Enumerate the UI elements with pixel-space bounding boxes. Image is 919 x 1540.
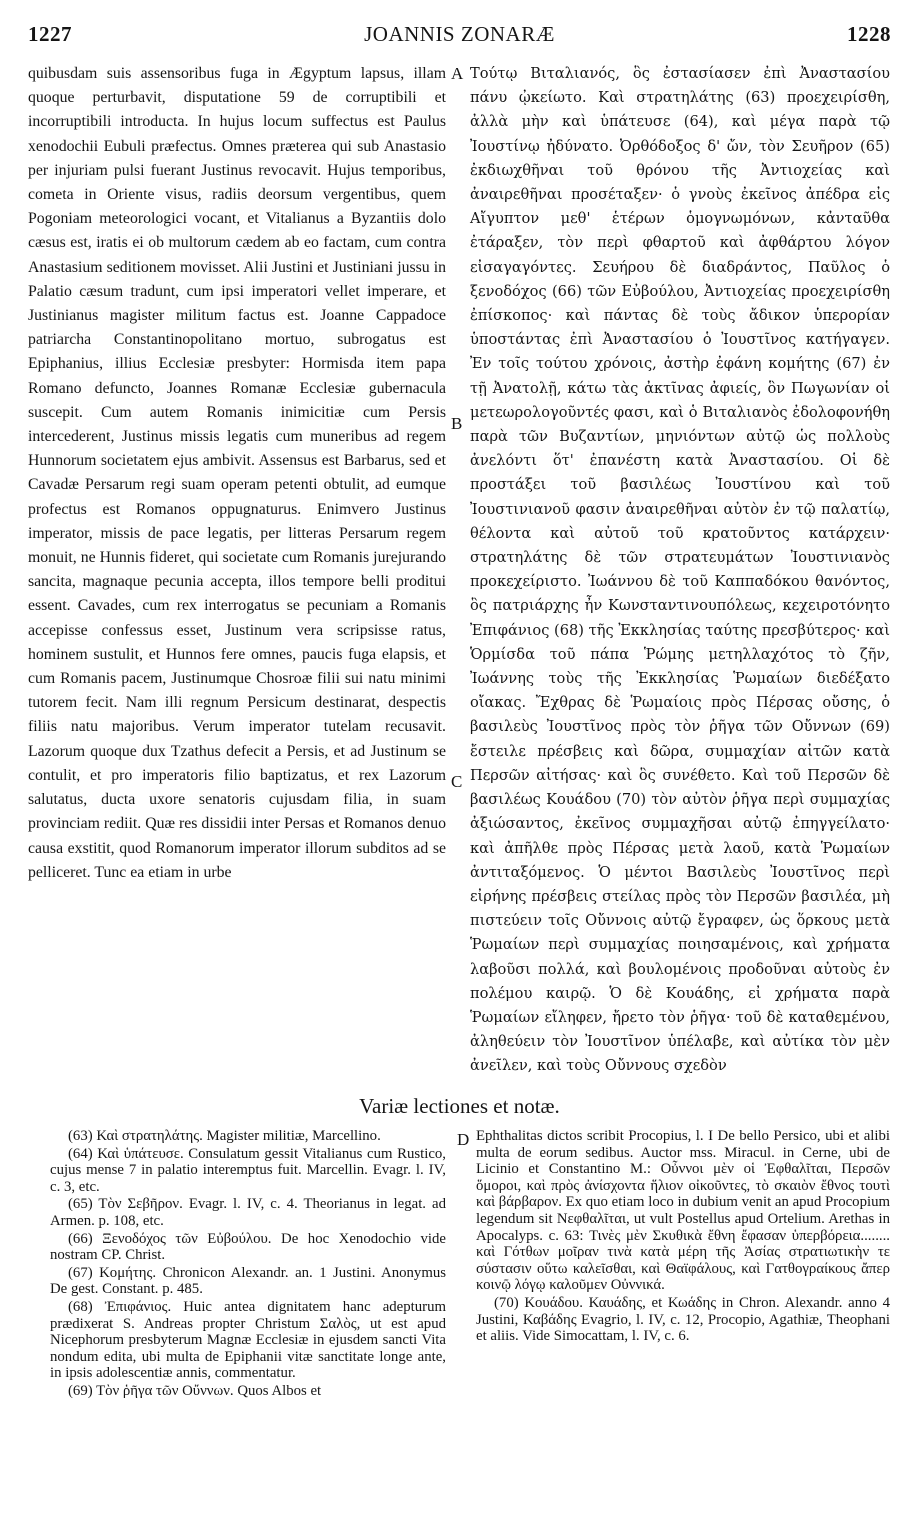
page-number-right: 1228	[847, 22, 891, 46]
note: Ephthalitas dictos scribit Procopius, l. I De bello Persico, ubi et alibi multa de eorum sedibus. Auctor mss. Miracul. in Cerne, ubi de Licinio et Constantino M.: Οὖννοι μὲν οἱ Ἐφθαλῖται, Περσῶν ὅμοροι, καὶ πρὸς ἀνίσχοντα ἥλιον οἰκοῦντες, τὸ σκαιὸν ἔθνος τουτὶ καὶ βάρβαρον. Ex quo etiam loco in dubium venit an apud Procopium legendum sit Νεφθαλῖται, ut vult Postellus apud Ortelium. Arethas in Apocalyps. c. 63: Τινὲς μὲν Σκυθικὰ ἔθνη ἔφασαν ὑπερβόρεια........ καὶ Γότθων μοῖραν τινὰ κατὰ μέρη τῆς Ἀσίας στρατιωτικὴν τε σύστασιν οὕτω καλεῖσθαι, καὶ Θαϊφάλους, καὶ Γατθογραίκους ἄπερ κοινῷ λόγῳ καλοῦμεν Οὐννικά.	[476, 1128, 890, 1294]
notes-left-column	[50, 1128, 446, 1401]
greek-column	[470, 62, 890, 1079]
notes-heading: Variæ lectiones et notæ.	[359, 1094, 560, 1118]
latin-column	[28, 62, 446, 885]
note: (67) Κομήτης. Chronicon Alexandr. an. 1 Justini. Anonymus De gest. Constant. p. 485.	[50, 1264, 446, 1298]
latin-text: quibusdam suis assensoribus fuga in Ægyptum lapsus, illam quoque perturbavit, disputatione 59 de corruptibili et incorruptibili introducta. In hujus locum suffectus est Paulus xenodochii Eubuli præfectus. Omnes præterea qui sub Anastasio per injuriam pulsi fuerant Justinus revocavit. Hujus temporibus, cometa in Oriente visus, radiis deorsum vergentibus, quem Pogoniam meteorologici vocant, et Vitalianus a Byzantiis dolo cæsus est, iratis ei ob multorum cædem ab eo factam, cum contra Anastasium seditionem movisset. Alii Justini et Justiniani jussu in Palatio cæsum tradunt, cum ipsi imperatori vellet imperare, et Justinianus magister militum factus est. Joanne Cappadoce patriarcha Constantinopolitano mortuo, subrogatus est Epiphanius, illius Ecclesiæ presbyter: Hormisda item papa Romano defuncto, Joannes Romanæ Ecclesiæ gubernacula suscepit. Cum autem Romanis inimicitiæ cum Persis intercederent, Justinus missis legatis cum muneribus ad regem Hunnorum societatem ejus ambivit. Assensus est Barbarus, sed et Cavadæ Persarum regi suam operam petenti obtulit, ad eumque profectus est Romanos oppugnaturus. Enimvero Justinus imperator, missis de pace legatis, per litteras Persarum regem monuit, ne Hunnis fideret, qui societate cum Romanis jurejurando sancita, magnaque pecunia accepta, illos tempore belli proditui essent. Cavades, cum rex interrogatus se pecuniam a Romanis accepisse confessus esset, Justinum vera scripsisse ratus, hominem sustulit, et Hunnos fere omnes, paucis fuga elapsis, et cum Romanis pacem, Justinumque Chosroæ filii sui natu minimi tutorem fecit. Nam illi regnum Persicum destinarat, despectis filiis natu majoribus. Verum imperator tutelam recusavit. Lazorum quoque dux Tzathus defecit a Persis, et ad Justinum se contulit, et pro imperatoris filio baptizatus, et rex Lazorum salutatus, ducta uxore senatoris cujusdam filia, in suam provinciam rediit. Quæ res dissidii inter Persas et Romanos denuo causa exstitit, quod Romanorum imperator illorum subditos ad se pelliceret. Tunc ea etiam in urbe	[28, 65, 446, 881]
running-header	[28, 22, 891, 52]
margin-mark-a: A	[451, 64, 464, 83]
note: (66) Ξενοδόχος τῶν Εὐβούλου. De hoc Xenodochio vide nostram CP. Christ.	[50, 1230, 446, 1264]
notes-right-column	[476, 1128, 890, 1346]
page-number-left: 1227	[28, 22, 72, 46]
note: (64) Καὶ ὑπάτευσε. Consulatum gessit Vitalianus cum Rustico, cujus mense 7 in palatio interemptus fuit. Marcellin. Evagr. l. IV, c. 3, etc.	[50, 1145, 446, 1195]
running-title: JOANNIS ZONARÆ	[364, 22, 555, 46]
note: (65) Τὸν Σεβῆρον. Evagr. l. IV, c. 4. Theorianus in legat. ad Armen. p. 108, etc.	[50, 1196, 446, 1229]
greek-text: Τούτῳ Βιταλιανός, ὃς ἐστασίασεν ἐπὶ Ἀναστασίου πάνυ ᾠκείωτο. Καὶ στρατηλάτης (63) προεχειρίσθη, ἀλλὰ μὴν καὶ ὑπάτευσε (64), καὶ μέγα παρὰ τῷ Ἰουστίνῳ ἠδύνατο. Ὀρθόδοξος δ' ὤν, τὸν Σευῆρον (65) ἐκδιωχθῆναι τοῦ θρόνου τῆς Ἀντιοχείας καὶ ἀναιρεθῆναι προσέταξεν· ὁ γνοὺς ἐκεῖνος ἀπέδρα εἰς Αἴγυπτον μεθ' ἑτέρων ὁμογνωμόνων, κἀνταῦθα ἐτάραξεν, τὸν περὶ φθαρτοῦ καὶ ἀφθάρτου λόγον εἰσαγαγόντες. Σευήρου δὲ διαδράντος, Παῦλος ὁ ξενοδόχος (66) τῶν Εὐβούλου, Ἀντιοχείας προεχειρίσθη ἐπίσκοπος· καὶ πάντας δὲ τοὺς ἄδικον ὑπερορίαν ὑποστάντας ἐπὶ Ἀναστασίου ὁ Ἰουστῖνος κατήγαγεν. Ἐν τοῖς τούτου χρόνοις, ἀστὴρ ἐφάνη κομήτης (67) ἐν τῇ Ἀνατολῇ, κάτω τὰς ἀκτῖνας ἀφιείς, ὃν Πωγωνίαν οἱ μετεωρολογοῦντές φασι, καὶ ὁ Βιταλιανὸς ἐδολοφονήθη παρὰ τῶν Βυζαντίων, μηνιόντων αὐτῷ ὡς πολλοὺς ἀνελόντι ὅτ' ἐπανέστη κατὰ Ἀναστασίου. Οἱ δὲ προστάξει τοῦ βασιλέως Ἰουστίνου καὶ τοῦ Ἰουστινιανοῦ φασιν ἀναιρεθῆναι αὐτὸν ἐν τῷ παλατίῳ, θέλοντα καὶ αὐτοῦ τοῦ κρατοῦντος κατάρχειν· στρατηλάτης δὲ τῶν στρατευμάτων Ἰουστινιανὸς προκεχείριστο. Ἰωάννου δὲ τοῦ Καππαδόκου θανόντος, ὃς πατριάρχης ἦν Κωνσταντινουπόλεως, κεχειροτόνητο Ἐπιφάνιος (68) τῆς Ἐκκλησίας ταύτης πρεσβύτερος· καὶ Ὁρμίσδα τοῦ πάπα Ῥώμης μετηλλαχότος τὸ ζῆν, Ἰωάννης τοὺς τῆς Ἐκκλησίας Ῥωμαίων διεδέξατο οἴακας. Ἔχθρας δὲ Ῥωμαίοις πρὸς Πέρσας οὔσης, ὁ βασιλεὺς Ἰουστῖνος πρὸς τὸν ῥῆγα τῶν Οὔννων (69) ἔστειλε πρέσβεις καὶ δῶρα, συμμαχίαν αἰτῶν κατὰ Περσῶν αἰτήσας· καὶ ὃς συνέθετο. Καὶ τοῦ Περσῶν δὲ βασιλέως Κουάδου (70) τὸν αὐτὸν ῥῆγα περὶ συμμαχίας ἀξιώσαντος, ἐκεῖνος συμμαχῆσαι αὐτῷ ἐπηγγείλατο· καὶ ἀπῆλθε πρὸς Πέρσας μετὰ λαοῦ, κατὰ Ῥωμαίων ἀντιταξόμενος. Ὁ μέντοι Βασιλεὺς Ἰουστῖνος περὶ εἰρήνης πρέσβεις στείλας πρὸς τὸν Περσῶν βασιλέα, μὴ πιστεύειν τοῖς Οὔννοις αὐτῷ ἔγραφεν, ὡς ὅρκους μετὰ Ῥωμαίων περὶ συμμαχίας ποιησαμένοις, καὶ χρήματα λαβοῦσι πολλά, καὶ βουλομένοις προδοῦναι αὐτοὺς ἐν πολέμου καιρῷ. Ὁ δὲ Κουάδης, εἰ χρήματα παρὰ Ῥωμαίων εἴληφεν, ἤρετο τὸν ῥῆγα· τοῦ δὲ καταθεμένου, ἀληθεύειν τὸν Ἰουστῖνον ὑπέλαβε, καὶ αὐτίκα τὸν μὲν ἀνεῖλεν, καὶ τοὺς Οὔννους σχεδὸν	[470, 65, 890, 1075]
note: (63) Καὶ στρατηλάτης. Magister militiæ, Marcellino.	[68, 1128, 381, 1144]
note: (69) Τὸν ῥῆγα τῶν Οὔννων. Quos Albos et	[68, 1382, 322, 1399]
margin-mark-d: D	[457, 1130, 470, 1149]
margin-mark-c: C	[451, 772, 463, 791]
margin-mark-b: B	[451, 414, 463, 433]
note: (70) Κουάδου. Καυάδης, et Κωάδης in Chron. Alexandr. anno 4 Justini, Καβάδης Evagrio, l. IV, c. 12, Procopio, Agathiæ, Theophani et aliis. Vide Simocattam, l. IV, c. 6.	[476, 1294, 890, 1345]
note: (68) Ἐπιφάνιος. Huic antea dignitatem hanc adepturum prædixerat S. Andreas propter Christum Σαλὸς, ut est apud Nicephorum presbyterum Magnæ Ecclesiæ in ejusdem sancti Vita nondum edita, ubi multa de Epiphanii vitæ sanctitate longe ante, in ipsis adolescentiæ annis, commentatur.	[50, 1298, 446, 1382]
